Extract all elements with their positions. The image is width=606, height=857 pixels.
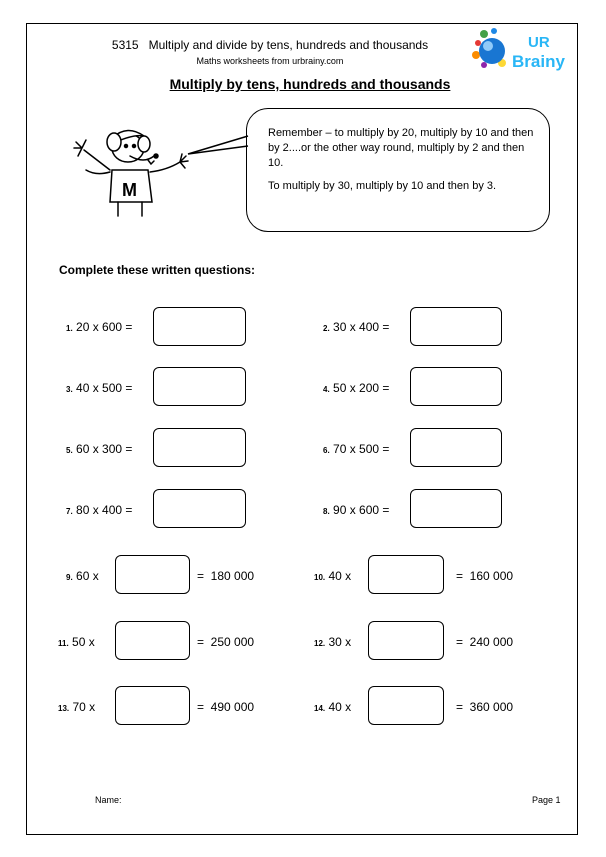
- question-number: 11.: [58, 639, 69, 648]
- question-14: [314, 700, 351, 714]
- question-11: [58, 635, 95, 649]
- question-10: [314, 569, 351, 583]
- question-5: [66, 442, 132, 456]
- question-result: = 490 000: [197, 700, 255, 714]
- section-heading: Multiply by tens, hundreds and thousands: [169, 76, 451, 92]
- question-expression: 80 x 400 =: [76, 503, 133, 517]
- name-label: Name:: [95, 795, 122, 805]
- question-13: [58, 700, 95, 714]
- answer-box-3[interactable]: [153, 367, 246, 406]
- question-number: 14.: [314, 704, 326, 713]
- answer-box-14[interactable]: [368, 686, 444, 725]
- answer-box-1[interactable]: [153, 307, 246, 346]
- answer-box-5[interactable]: [153, 428, 246, 467]
- question-expression: 60 x: [76, 569, 99, 583]
- question-number: 5.: [66, 446, 73, 455]
- question-number: 1.: [66, 324, 73, 333]
- worksheet-title: 5315 Multiply and divide by tens, hundreds and thousands: [111, 38, 429, 52]
- question-1: [66, 320, 132, 334]
- question-number: 2.: [323, 324, 330, 333]
- question-result: = 250 000: [197, 635, 255, 649]
- mascot-shirt-letter: M: [122, 180, 137, 200]
- answer-box-12[interactable]: [368, 621, 444, 660]
- logo-text-bottom: Brainy: [512, 52, 565, 71]
- speech-bubble-tail: [186, 132, 250, 162]
- answer-box-9[interactable]: [115, 555, 190, 594]
- question-result: = 240 000: [456, 635, 514, 649]
- question-8: [323, 503, 389, 517]
- question-expression: 90 x 600 =: [333, 503, 390, 517]
- question-expression: 40 x: [328, 569, 352, 583]
- question-7: [66, 503, 132, 517]
- question-number: 9.: [66, 573, 73, 582]
- answer-box-4[interactable]: [410, 367, 502, 406]
- question-number: 6.: [323, 446, 330, 455]
- question-expression: 40 x 500 =: [76, 381, 133, 395]
- question-expression: 50 x 200 =: [333, 381, 390, 395]
- question-expression: 70 x: [72, 700, 96, 714]
- tip-line-1: Remember – to multiply by 20, multiply by 10 and then by 2....or the other way round, multiply by 2 and then 10.: [268, 127, 534, 169]
- question-number: 12.: [314, 639, 326, 648]
- question-12: [314, 635, 351, 649]
- question-number: 13.: [58, 704, 70, 713]
- urbrainy-logo: [470, 25, 580, 80]
- question-2: [323, 320, 389, 334]
- question-4: [323, 381, 389, 395]
- answer-box-7[interactable]: [153, 489, 246, 528]
- question-9: [66, 569, 99, 583]
- tip-text: [268, 126, 536, 202]
- answer-box-2[interactable]: [410, 307, 502, 346]
- mouse-mascot-illustration: [72, 120, 192, 220]
- question-expression: 60 x 300 =: [76, 442, 133, 456]
- question-6: [323, 442, 389, 456]
- question-number: 10.: [314, 573, 326, 582]
- answer-box-11[interactable]: [115, 621, 190, 660]
- answer-box-6[interactable]: [410, 428, 502, 467]
- question-expression: 30 x 400 =: [333, 320, 390, 334]
- answer-box-10[interactable]: [368, 555, 444, 594]
- question-expression: 30 x: [328, 635, 352, 649]
- question-number: 3.: [66, 385, 73, 394]
- question-expression: 70 x 500 =: [333, 442, 390, 456]
- question-number: 4.: [323, 385, 330, 394]
- answer-box-8[interactable]: [410, 489, 502, 528]
- question-result: = 180 000: [197, 569, 255, 583]
- instructions: Complete these written questions:: [59, 263, 256, 277]
- logo-text-top: UR: [528, 34, 550, 51]
- question-result: = 360 000: [456, 700, 514, 714]
- worksheet-subtitle: Maths worksheets from urbrainy.com: [196, 56, 344, 66]
- question-result: = 160 000: [456, 569, 514, 583]
- tip-line-2: To multiply by 30, multiply by 10 and then by 3.: [268, 180, 497, 192]
- question-expression: 50 x: [72, 635, 95, 649]
- question-expression: 40 x: [328, 700, 352, 714]
- answer-box-13[interactable]: [115, 686, 190, 725]
- question-number: 8.: [323, 507, 330, 516]
- question-3: [66, 381, 132, 395]
- question-number: 7.: [66, 507, 73, 516]
- question-expression: 20 x 600 =: [76, 320, 133, 334]
- page-number: Page 1: [532, 795, 561, 805]
